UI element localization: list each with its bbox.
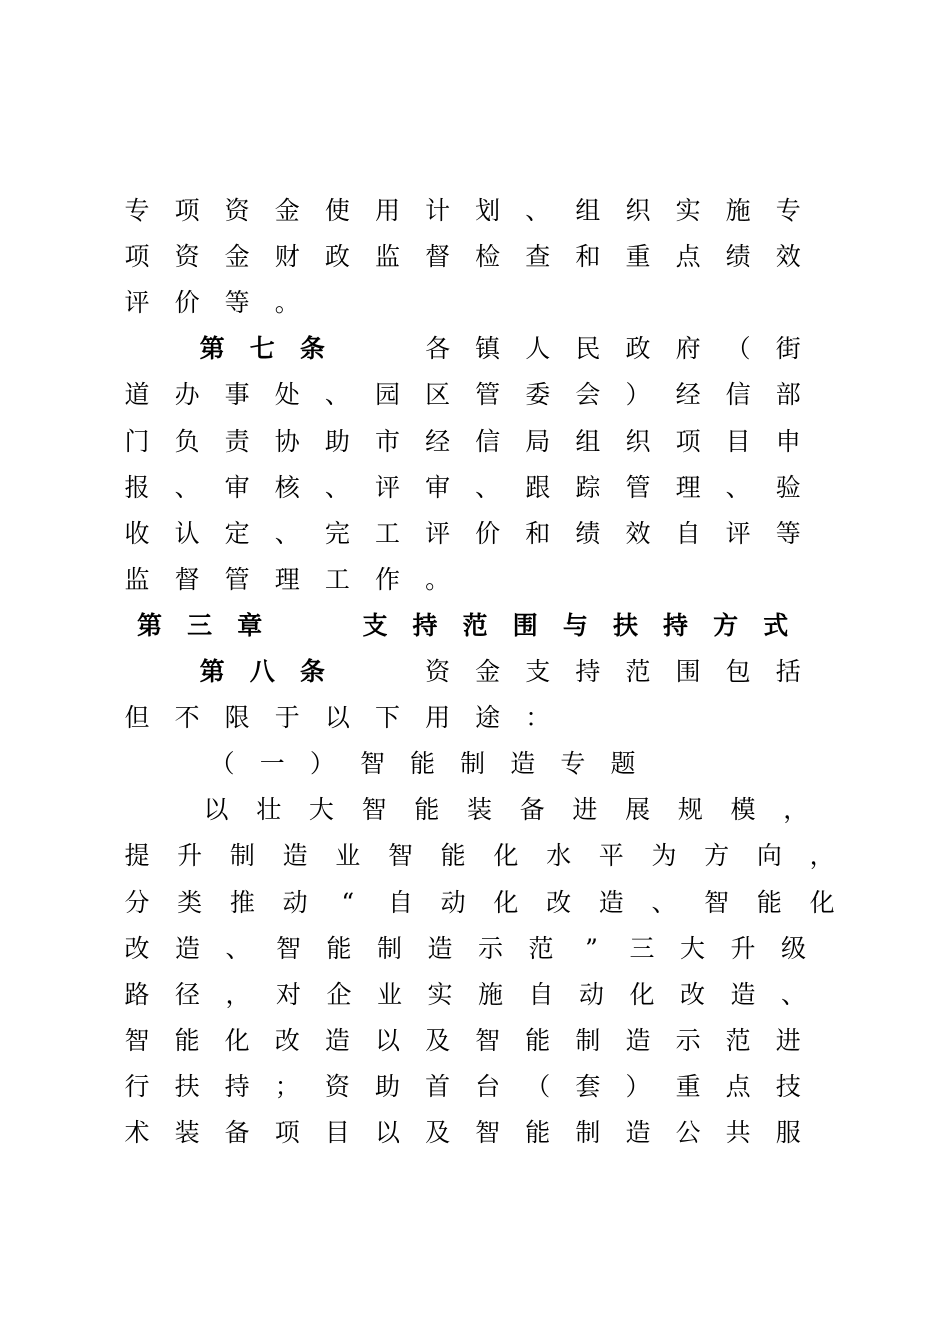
- glyph: 区: [425, 380, 451, 410]
- glyph: 类: [177, 887, 203, 917]
- glyph: 术: [124, 1118, 150, 1147]
- glyph: 办: [174, 380, 200, 410]
- glyph: 专: [775, 196, 801, 225]
- glyph: 首: [425, 1071, 451, 1101]
- glyph: 项: [174, 196, 200, 225]
- glyph: 公: [675, 1118, 701, 1147]
- glyph: 重: [625, 242, 651, 272]
- glyph: 扶: [174, 1071, 200, 1101]
- glyph: 管: [224, 564, 250, 594]
- glyph: 章: [237, 610, 263, 640]
- glyph: 为: [651, 841, 677, 871]
- glyph: 助: [324, 426, 350, 456]
- glyph: 持: [575, 657, 601, 686]
- glyph: 验: [775, 472, 801, 502]
- glyph: 第: [199, 657, 225, 686]
- glyph: 府: [675, 334, 701, 364]
- glyph: 支: [525, 657, 551, 686]
- glyph: 装: [467, 795, 493, 825]
- glyph: 政: [625, 334, 651, 364]
- glyph: 向: [756, 841, 782, 871]
- glyph: 及: [425, 1025, 451, 1055]
- glyph: 对: [275, 979, 301, 1009]
- glyph: 壮: [256, 795, 282, 825]
- glyph: 制: [575, 1025, 601, 1055]
- glyph: 信: [475, 426, 501, 456]
- glyph: 报: [124, 472, 150, 502]
- glyph: 水: [546, 841, 572, 871]
- glyph: 服: [775, 1118, 801, 1147]
- glyph: 用: [374, 196, 400, 225]
- glyph: 事: [224, 380, 250, 410]
- glyph: 智: [475, 1118, 501, 1147]
- text-line: [0, 511, 950, 557]
- glyph: 条: [299, 657, 325, 686]
- glyph: 题: [610, 749, 636, 779]
- glyph: 绩: [575, 518, 601, 548]
- glyph: 、: [780, 979, 806, 1009]
- glyph: 范: [528, 933, 554, 963]
- glyph: ，: [809, 841, 835, 871]
- glyph: 经: [675, 380, 701, 410]
- glyph: 能: [414, 795, 440, 825]
- glyph: 和: [525, 518, 551, 548]
- glyph: 会: [575, 380, 601, 410]
- glyph: 化: [629, 979, 655, 1009]
- glyph: 金: [224, 242, 250, 272]
- glyph: 第: [137, 610, 163, 640]
- glyph: 支: [362, 610, 388, 640]
- glyph: 造: [598, 887, 624, 917]
- text-line: [0, 695, 950, 741]
- glyph: 不: [174, 703, 200, 733]
- glyph: 等: [224, 288, 250, 318]
- glyph: 委: [525, 380, 551, 410]
- glyph: 实: [675, 196, 701, 225]
- glyph: 以: [324, 703, 350, 733]
- text-line: [0, 372, 950, 418]
- glyph: 能: [525, 1118, 551, 1147]
- glyph: 街: [775, 334, 801, 364]
- glyph: 制: [376, 933, 402, 963]
- glyph: 门: [124, 426, 150, 456]
- glyph: 持: [224, 1071, 250, 1101]
- glyph: ：: [525, 703, 551, 733]
- glyph: 范: [625, 657, 651, 686]
- glyph: 制: [575, 1118, 601, 1147]
- glyph: 点: [675, 242, 701, 272]
- glyph: 评: [124, 288, 150, 318]
- glyph: 信: [725, 380, 751, 410]
- glyph: 组: [575, 196, 601, 225]
- glyph: 理: [675, 472, 701, 502]
- text-line: [0, 833, 950, 879]
- glyph: 制: [229, 841, 255, 871]
- glyph: 能: [174, 1025, 200, 1055]
- glyph: 工: [324, 564, 350, 594]
- glyph: 人: [525, 334, 551, 364]
- glyph: ）: [309, 749, 335, 779]
- glyph: 范: [725, 1025, 751, 1055]
- glyph: 评: [425, 518, 451, 548]
- glyph: 智: [704, 887, 730, 917]
- glyph: 理: [274, 564, 300, 594]
- glyph: 业: [335, 841, 361, 871]
- glyph: 造: [174, 933, 200, 963]
- text-line: [0, 880, 950, 926]
- glyph: 评: [725, 518, 751, 548]
- glyph: 动: [282, 887, 308, 917]
- glyph: “: [341, 887, 355, 917]
- glyph: 下: [374, 703, 400, 733]
- glyph: 用: [425, 703, 451, 733]
- glyph: 备: [224, 1118, 250, 1147]
- glyph: 织: [625, 196, 651, 225]
- glyph: 于: [274, 703, 300, 733]
- glyph: 价: [174, 288, 200, 318]
- glyph: 民: [575, 334, 601, 364]
- glyph: 管: [625, 472, 651, 502]
- glyph: 大: [679, 933, 705, 963]
- glyph: 施: [477, 979, 503, 1009]
- glyph: 、: [475, 472, 501, 502]
- glyph: 踪: [575, 472, 601, 502]
- glyph: 重: [675, 1071, 701, 1101]
- glyph: 八: [249, 657, 275, 686]
- glyph: 七: [249, 334, 275, 364]
- glyph: 能: [525, 1025, 551, 1055]
- text-line: [0, 1110, 950, 1156]
- glyph: 改: [546, 887, 572, 917]
- glyph: 经: [425, 426, 451, 456]
- glyph: 施: [725, 196, 751, 225]
- glyph: 持: [663, 610, 689, 640]
- glyph: 共: [725, 1118, 751, 1147]
- glyph: 示: [675, 1025, 701, 1055]
- glyph: 效: [625, 518, 651, 548]
- glyph: 道: [124, 380, 150, 410]
- glyph: 跟: [525, 472, 551, 502]
- text-line: [0, 188, 950, 234]
- text-line: [0, 603, 950, 649]
- glyph: 等: [775, 518, 801, 548]
- glyph: 项: [124, 242, 150, 272]
- glyph: 但: [124, 703, 150, 733]
- glyph: 进: [572, 795, 598, 825]
- glyph: 级: [780, 933, 806, 963]
- glyph: 套: [575, 1071, 601, 1101]
- glyph: 动: [440, 887, 466, 917]
- glyph: 造: [510, 749, 536, 779]
- glyph: 审: [425, 472, 451, 502]
- glyph: 目: [324, 1118, 350, 1147]
- glyph: 示: [477, 933, 503, 963]
- glyph: 。: [274, 288, 300, 318]
- glyph: 评: [374, 472, 400, 502]
- text-line: [0, 280, 950, 326]
- glyph: 式: [763, 610, 789, 640]
- text-line: [0, 326, 950, 372]
- glyph: 、: [225, 933, 251, 963]
- glyph: 三: [187, 610, 213, 640]
- glyph: 规: [677, 795, 703, 825]
- glyph: 制: [460, 749, 486, 779]
- glyph: 资: [324, 1071, 350, 1101]
- glyph: 查: [525, 242, 551, 272]
- glyph: 持: [412, 610, 438, 640]
- glyph: 化: [493, 841, 519, 871]
- glyph: 模: [730, 795, 756, 825]
- glyph: 第: [199, 334, 225, 364]
- glyph: 项: [274, 1118, 300, 1147]
- glyph: 自: [675, 518, 701, 548]
- glyph: 价: [475, 518, 501, 548]
- glyph: 审: [224, 472, 250, 502]
- glyph: 三: [629, 933, 655, 963]
- glyph: 、: [174, 472, 200, 502]
- glyph: （: [209, 749, 235, 779]
- glyph: 资: [425, 657, 451, 686]
- glyph: 围: [512, 610, 538, 640]
- glyph: 企: [326, 979, 352, 1009]
- glyph: 划: [475, 196, 501, 225]
- glyph: 自: [528, 979, 554, 1009]
- glyph: 以: [203, 795, 229, 825]
- glyph: 工: [374, 518, 400, 548]
- glyph: 监: [374, 242, 400, 272]
- glyph: 条: [299, 334, 325, 364]
- glyph: 定: [224, 518, 250, 548]
- glyph: ”: [585, 933, 598, 963]
- glyph: 化: [809, 887, 835, 917]
- glyph: 围: [675, 657, 701, 686]
- glyph: 处: [274, 380, 300, 410]
- glyph: 化: [224, 1025, 250, 1055]
- glyph: 和: [575, 242, 601, 272]
- text-line: [0, 419, 950, 465]
- glyph: 造: [324, 1025, 350, 1055]
- glyph: 作: [374, 564, 400, 594]
- glyph: 造: [625, 1118, 651, 1147]
- glyph: 平: [598, 841, 624, 871]
- glyph: 提: [124, 841, 150, 871]
- glyph: 推: [229, 887, 255, 917]
- glyph: 检: [475, 242, 501, 272]
- glyph: 智: [124, 1025, 150, 1055]
- glyph: 造: [427, 933, 453, 963]
- glyph: 负: [174, 426, 200, 456]
- glyph: 使: [324, 196, 350, 225]
- glyph: 织: [625, 426, 651, 456]
- glyph: 自: [387, 887, 413, 917]
- glyph: （: [525, 1071, 551, 1101]
- text-line: [0, 787, 950, 833]
- glyph: 升: [730, 933, 756, 963]
- glyph: 能: [326, 933, 352, 963]
- glyph: 监: [124, 564, 150, 594]
- glyph: 业: [376, 979, 402, 1009]
- text-line: [0, 926, 950, 972]
- glyph: 与: [562, 610, 588, 640]
- glyph: 、: [274, 518, 300, 548]
- text-line: [0, 741, 950, 787]
- glyph: 能: [440, 841, 466, 871]
- glyph: 、: [324, 380, 350, 410]
- glyph: 申: [775, 426, 801, 456]
- glyph: 扶: [612, 610, 638, 640]
- glyph: 改: [274, 1025, 300, 1055]
- glyph: 助: [374, 1071, 400, 1101]
- glyph: 点: [725, 1071, 751, 1101]
- glyph: 认: [174, 518, 200, 548]
- text-line: [0, 1018, 950, 1064]
- glyph: 动: [578, 979, 604, 1009]
- glyph: 协: [274, 426, 300, 456]
- glyph: 能: [410, 749, 436, 779]
- glyph: 项: [675, 426, 701, 456]
- text-line: [0, 557, 950, 603]
- glyph: 括: [775, 657, 801, 686]
- glyph: 金: [475, 657, 501, 686]
- glyph: 装: [174, 1118, 200, 1147]
- glyph: 效: [775, 242, 801, 272]
- glyph: 一: [259, 749, 285, 779]
- glyph: 造: [730, 979, 756, 1009]
- glyph: 径: [174, 979, 200, 1009]
- glyph: 台: [475, 1071, 501, 1101]
- glyph: 绩: [725, 242, 751, 272]
- glyph: 途: [475, 703, 501, 733]
- text-line: [0, 972, 950, 1018]
- glyph: 、: [651, 887, 677, 917]
- glyph: 督: [174, 564, 200, 594]
- glyph: 收: [124, 518, 150, 548]
- glyph: 资: [224, 196, 250, 225]
- glyph: 目: [725, 426, 751, 456]
- glyph: 大: [308, 795, 334, 825]
- glyph: 改: [679, 979, 705, 1009]
- glyph: 智: [275, 933, 301, 963]
- glyph: 智: [475, 1025, 501, 1055]
- glyph: 路: [124, 979, 150, 1009]
- glyph: 改: [124, 933, 150, 963]
- text-line: [0, 649, 950, 695]
- glyph: 造: [625, 1025, 651, 1055]
- glyph: 分: [124, 887, 150, 917]
- glyph: 金: [274, 196, 300, 225]
- glyph: ，: [225, 979, 251, 1009]
- glyph: 部: [775, 380, 801, 410]
- glyph: 包: [725, 657, 751, 686]
- glyph: 能: [756, 887, 782, 917]
- glyph: 限: [224, 703, 250, 733]
- glyph: 专: [560, 749, 586, 779]
- glyph: 镇: [475, 334, 501, 364]
- glyph: 造: [282, 841, 308, 871]
- glyph: 化: [493, 887, 519, 917]
- glyph: 组: [575, 426, 601, 456]
- glyph: 以: [374, 1025, 400, 1055]
- glyph: 政: [324, 242, 350, 272]
- glyph: 方: [704, 841, 730, 871]
- text-line: [0, 465, 950, 511]
- glyph: ）: [625, 380, 651, 410]
- glyph: 以: [374, 1118, 400, 1147]
- glyph: 行: [124, 1071, 150, 1101]
- glyph: 智: [361, 795, 387, 825]
- glyph: 展: [625, 795, 651, 825]
- glyph: 责: [224, 426, 250, 456]
- glyph: 进: [775, 1025, 801, 1055]
- glyph: ）: [625, 1071, 651, 1101]
- glyph: 园: [374, 380, 400, 410]
- glyph: 财: [274, 242, 300, 272]
- glyph: 局: [525, 426, 551, 456]
- glyph: 完: [324, 518, 350, 548]
- glyph: 资: [174, 242, 200, 272]
- glyph: 方: [713, 610, 739, 640]
- glyph: 智: [359, 749, 385, 779]
- glyph: 督: [425, 242, 451, 272]
- glyph: （: [725, 334, 751, 364]
- glyph: 管: [475, 380, 501, 410]
- glyph: 市: [374, 426, 400, 456]
- glyph: 、: [725, 472, 751, 502]
- glyph: 专: [124, 196, 150, 225]
- text-line: [0, 1064, 950, 1110]
- text-line: [0, 234, 950, 280]
- glyph: 实: [427, 979, 453, 1009]
- glyph: ；: [274, 1071, 300, 1101]
- glyph: 计: [425, 196, 451, 225]
- glyph: 备: [519, 795, 545, 825]
- glyph: 。: [425, 564, 451, 594]
- glyph: 、: [324, 472, 350, 502]
- glyph: 范: [462, 610, 488, 640]
- glyph: 智: [387, 841, 413, 871]
- glyph: 技: [775, 1071, 801, 1101]
- glyph: 各: [425, 334, 451, 364]
- glyph: 升: [177, 841, 203, 871]
- glyph: 及: [425, 1118, 451, 1147]
- glyph: 核: [274, 472, 300, 502]
- glyph: ，: [783, 795, 809, 825]
- glyph: 、: [525, 196, 551, 225]
